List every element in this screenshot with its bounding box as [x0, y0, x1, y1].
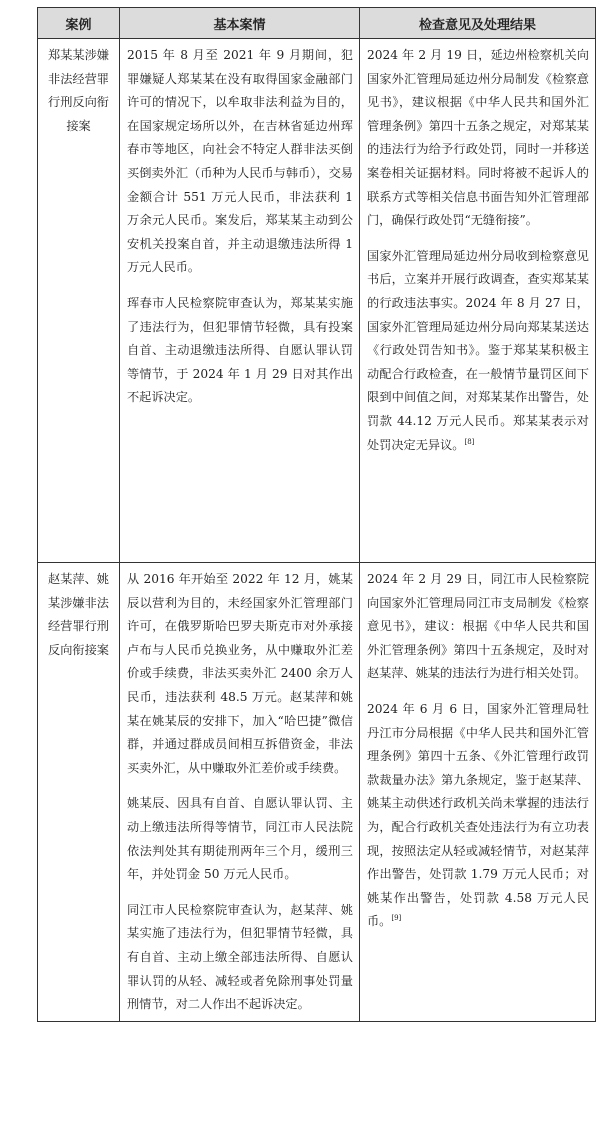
- header-results: 检查意见及处理结果: [360, 8, 596, 39]
- header-facts: 基本案情: [120, 8, 360, 39]
- table-row: [38, 563, 596, 1022]
- case-name-cell: 赵某萍、姚某涉嫌非法经营罪行刑反向衔接案: [38, 563, 120, 1022]
- facts-paragraph: 姚某辰、因具有自首、自愿认罪认罚、主动上缴违法所得等情节，同江市人民法院依法判处其有期徒刑两年三个月，缓刑三年，并处罚金 50 万元人民币。: [127, 796, 353, 882]
- results-paragraph: 2024 年 2 月 19 日，延边州检察机关向国家外汇管理局延边州分局制发《检察意见书》，建议根据《中华人民共和国外汇管理条例》第四十五条之规定，对郑某某的违法行为给予行政处罚，同时一并移送案卷相关证据材料。同时将被不起诉人的联系方式等相关信息书面告知外汇管理部门，确保行政处罚“无缝衔接”。: [367, 48, 589, 228]
- facts-paragraph: 珲春市人民检察院审查认为，郑某某实施了违法行为，但犯罪情节轻微，具有投案自首、主动退缴违法所得、自愿认罪认罚等情节，于 2024 年 1 月 29 日对其作出不起诉决定。: [127, 295, 353, 405]
- results-paragraph: [367, 698, 589, 934]
- results-cell: [360, 563, 596, 1022]
- facts-cell: [120, 39, 360, 563]
- results-cell: [360, 39, 596, 563]
- results-text: 2024 年 6 月 6 日，国家外汇管理局牡丹江市分局根据《中华人民共和国外汇管理条例》第四十五条、《外汇管理行政罚款裁量办法》第九条规定，鉴于赵某萍、姚某主动供述行政机关尚未掌握的违法行为，配合行政机关查处违法行为有立功表现，按照法定从轻或减轻情节，对赵某萍作出警告，处罚款 1.79 万元人民币；对姚某作出警告，处罚款 4.58 万元人民币。: [367, 701, 589, 929]
- facts-paragraph: 同江市人民检察院审查认为，赵某萍、姚某实施了违法行为，但犯罪情节轻微，具有自首、主动上缴全部违法所得、自愿认罪认罚的从轻、减轻或者免除刑事处罚量刑情节，对二人作出不起诉决定。: [127, 902, 353, 1012]
- header-case: 案例: [38, 8, 120, 39]
- facts-paragraph: 从 2016 年开始至 2022 年 12 月，姚某辰以营利为目的，未经国家外汇管理部门许可，在俄罗斯哈巴罗夫斯克市对外承接卢布与人民币兑换业务，从中赚取外汇差价或手续费，非法买卖外汇 2400 余万人民币，违法获利 48.5 万元。赵某萍和姚某在姚某辰的安排下，加入“哈巴捷”微信群，并通过群成员间相互拆借资金，非法买卖外汇，从中赚取外汇差价或手续费。: [127, 572, 353, 775]
- facts-paragraph: 2015 年 8 月至 2021 年 9 月期间，犯罪嫌疑人郑某某在没有取得国家金融部门许可的情况下，以牟取非法利益为目的，在国家规定场所以外，在吉林省延边州珲春市等地区，向社会不特定人群非法买倒买倒卖外汇（币种为人民币与韩币），交易金额合计 551 万元人民币，非法获利 1 万余元人民币。案发后，郑某某主动到公安机关投案自首，并主动退缴违法所得 1 万元人民币。: [127, 48, 353, 275]
- facts-cell: [120, 563, 360, 1022]
- case-name-cell: 郑某某涉嫌非法经营罪行刑反向衔接案: [38, 39, 120, 563]
- case-table: [37, 7, 596, 1022]
- footnote-ref: [9]: [391, 914, 402, 923]
- table-row: [38, 39, 596, 563]
- footnote-ref: [8]: [464, 437, 475, 446]
- results-text: 国家外汇管理局延边州分局收到检察意见书后，立案并开展行政调查，查实郑某某的行政违法事实。2024 年 8 月 27 日，国家外汇管理局延边州分局向郑某某送达《行政处罚告知书》。鉴于郑某某积极主动配合行政检查，在一般情节量罚区间下限到中间值之间，对郑某某作出警告，处罚款 44.12 万元人民币。郑某某表示对处罚决定无异议。: [367, 248, 589, 452]
- results-paragraph: [367, 245, 589, 457]
- results-paragraph: 2024 年 2 月 29 日，同江市人民检察院向国家外汇管理局同江市支局制发《检察意见书》，建议：根据《中华人民共和国外汇管理条例》第四十五条规定，及时对赵某萍、姚某的违法行为进行相关处罚。: [367, 572, 589, 681]
- table-header-row: [38, 8, 596, 39]
